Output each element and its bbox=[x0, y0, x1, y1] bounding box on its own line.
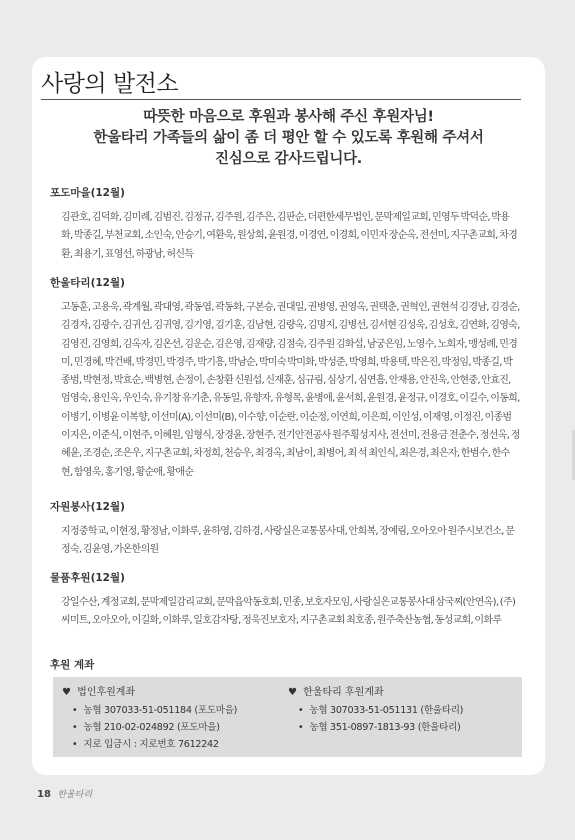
heart-icon: ♥ bbox=[62, 687, 71, 698]
section-title: 후원 계좌 bbox=[50, 659, 95, 671]
donor-list: 강일수산, 계정교회, 문막제일감리교회, 문막읍악동호회, 민종, 보호자모임, 사랑실은교통봉사대 삼국찌(안연옥), (주)씨미트, 오아오아, 이길화, 이화루, 일호감자탕, 정욱진보호자, 지구촌교회 최호종, 원주축산농협, 동성교회, 이화루 bbox=[61, 597, 516, 627]
bullet-icon: • bbox=[298, 705, 304, 716]
account-column-corporate bbox=[62, 683, 237, 753]
donor-list: 김관호, 김덕화, 김미례, 김범진, 김정규, 김주원, 김주은, 김판순, 더편한세무법인, 문막제일교회, 민영두 박덕순, 박용화, 박종길, 부천교회, 소인숙, 안승기, 여환욱, 원상희, 윤원경, 이경연, 이경희, 이민자 장순옥, 전선미, 지구촌교회, 차경환, 최용기, 표영선, 하광남, 허신득 bbox=[61, 212, 518, 260]
content-card bbox=[32, 57, 545, 775]
section-title: 물품후원(12월) bbox=[50, 572, 125, 584]
section-goods bbox=[50, 570, 520, 631]
section-podomaeul bbox=[50, 185, 520, 264]
account-item: • 농협 351-0897-1813-93 (한울타리) bbox=[298, 722, 461, 733]
bullet-icon: • bbox=[72, 739, 78, 750]
account-item: • 지로 입금시 : 지로번호 7612242 bbox=[72, 739, 219, 750]
page-number: 18 bbox=[37, 789, 51, 800]
donor-list: 지정중학교, 이현정, 황정남, 이화루, 윤하영, 김하경, 사랑실은교통봉사대, 안희복, 장예림, 오아오아 원주시보건소, 문정숙, 김윤영, 가온한의원 bbox=[61, 526, 515, 556]
page-title: 사랑의 발전소 bbox=[41, 71, 179, 97]
account-heading: 법인후원계좌 bbox=[77, 687, 136, 698]
bullet-icon: • bbox=[72, 722, 78, 733]
thanks-line: 따뜻한 마음으로 후원과 봉사해 주신 후원자님! bbox=[143, 109, 434, 125]
footer-logo: 한울타리 bbox=[57, 790, 93, 800]
account-item: • 농협 307033-51-051184 (포도마을) bbox=[72, 705, 238, 716]
heart-icon: ♥ bbox=[288, 687, 297, 698]
thanks-message bbox=[32, 107, 545, 170]
account-box bbox=[53, 677, 522, 757]
section-title: 자원봉사(12월) bbox=[50, 501, 125, 513]
donor-list: 고동훈, 고용욱, 곽계월, 곽대영, 곽동엽, 곽동화, 구본승, 권대일, 권병영, 권영옥, 권택춘, 권혁인, 권현석 김경남, 김경순, 김경자, 김광수, 김귀선, 김귀영, 김기영, 김기훈, 김남현, 김량옥, 김명지, 김병선, 김서현 김성욱, 김성호, 김연화, 김영숙, 김영진, 김영희, 김옥자, 김온선, 김운순, 김은영, 김재량, 김점숙, 김주원 김화섭, 남궁은임, 노영수, 노희자, 맹성례, 민경미, 민경혜, 박건배, 박경민, 박경주, 박기흥, 박남순, 박미숙 박미화, 박성준, 박영희, 박용택, 박은진, 박정임, 박종길, 박종범, 박현정, 박효순, 백병현, 손정이, 손창환 신원섭, 신재훈, 심규림, 심상기, 심연흠, 안재용, 안진욱, 안현중, 안효진, 엄영숙, 용인옥, 우인숙, 유기창 유기춘, 유동일, 유향자, 유형목, 윤병애, 윤서희, 윤원경, 윤정규, 이경호, 이길수, 이동희, 이병기, 이병윤 이복향, 이선미(A), 이선미(B), 이수향, 이순란, 이순정, 이연희, 이은희, 이인성, 이재영, 이정진, 이종범 이지은, 이준식, 이현주, 이혜원, 임형식, 장경윤, 장현주, 전기안전공사 원주횡성지사, 전선미, 전용금 전춘수, 정선옥, 정혜윤, 조경순, 조은우, 지구촌교회, 차정희, 천승우, 최경옥, 최남이, 최병어, 최 석 최인식, 최은경, 최은자, 한범수, 한수현, 함영욱, 홍기영, 황순애, 황애순 bbox=[61, 302, 520, 478]
page-footer bbox=[37, 787, 92, 800]
bullet-icon: • bbox=[298, 722, 304, 733]
account-column-hanultari bbox=[288, 683, 463, 736]
thanks-line: 한울타리 가족들의 삶이 좀 더 평안 할 수 있도록 후원해 주셔서 bbox=[93, 130, 484, 146]
thanks-line: 진심으로 감사드립니다. bbox=[214, 151, 363, 167]
account-item: • 농협 307033-51-051131 (한울타리) bbox=[298, 705, 464, 716]
section-volunteer bbox=[50, 499, 520, 560]
title-divider bbox=[41, 99, 521, 100]
bullet-icon: • bbox=[72, 705, 78, 716]
account-item: • 농협 210-02-024892 (포도마을) bbox=[72, 722, 220, 733]
account-heading: 한울타리 후원계좌 bbox=[303, 687, 384, 698]
section-title: 한울타리(12월) bbox=[50, 277, 125, 289]
section-title: 포도마을(12월) bbox=[50, 187, 125, 199]
section-hanultari bbox=[50, 275, 520, 482]
